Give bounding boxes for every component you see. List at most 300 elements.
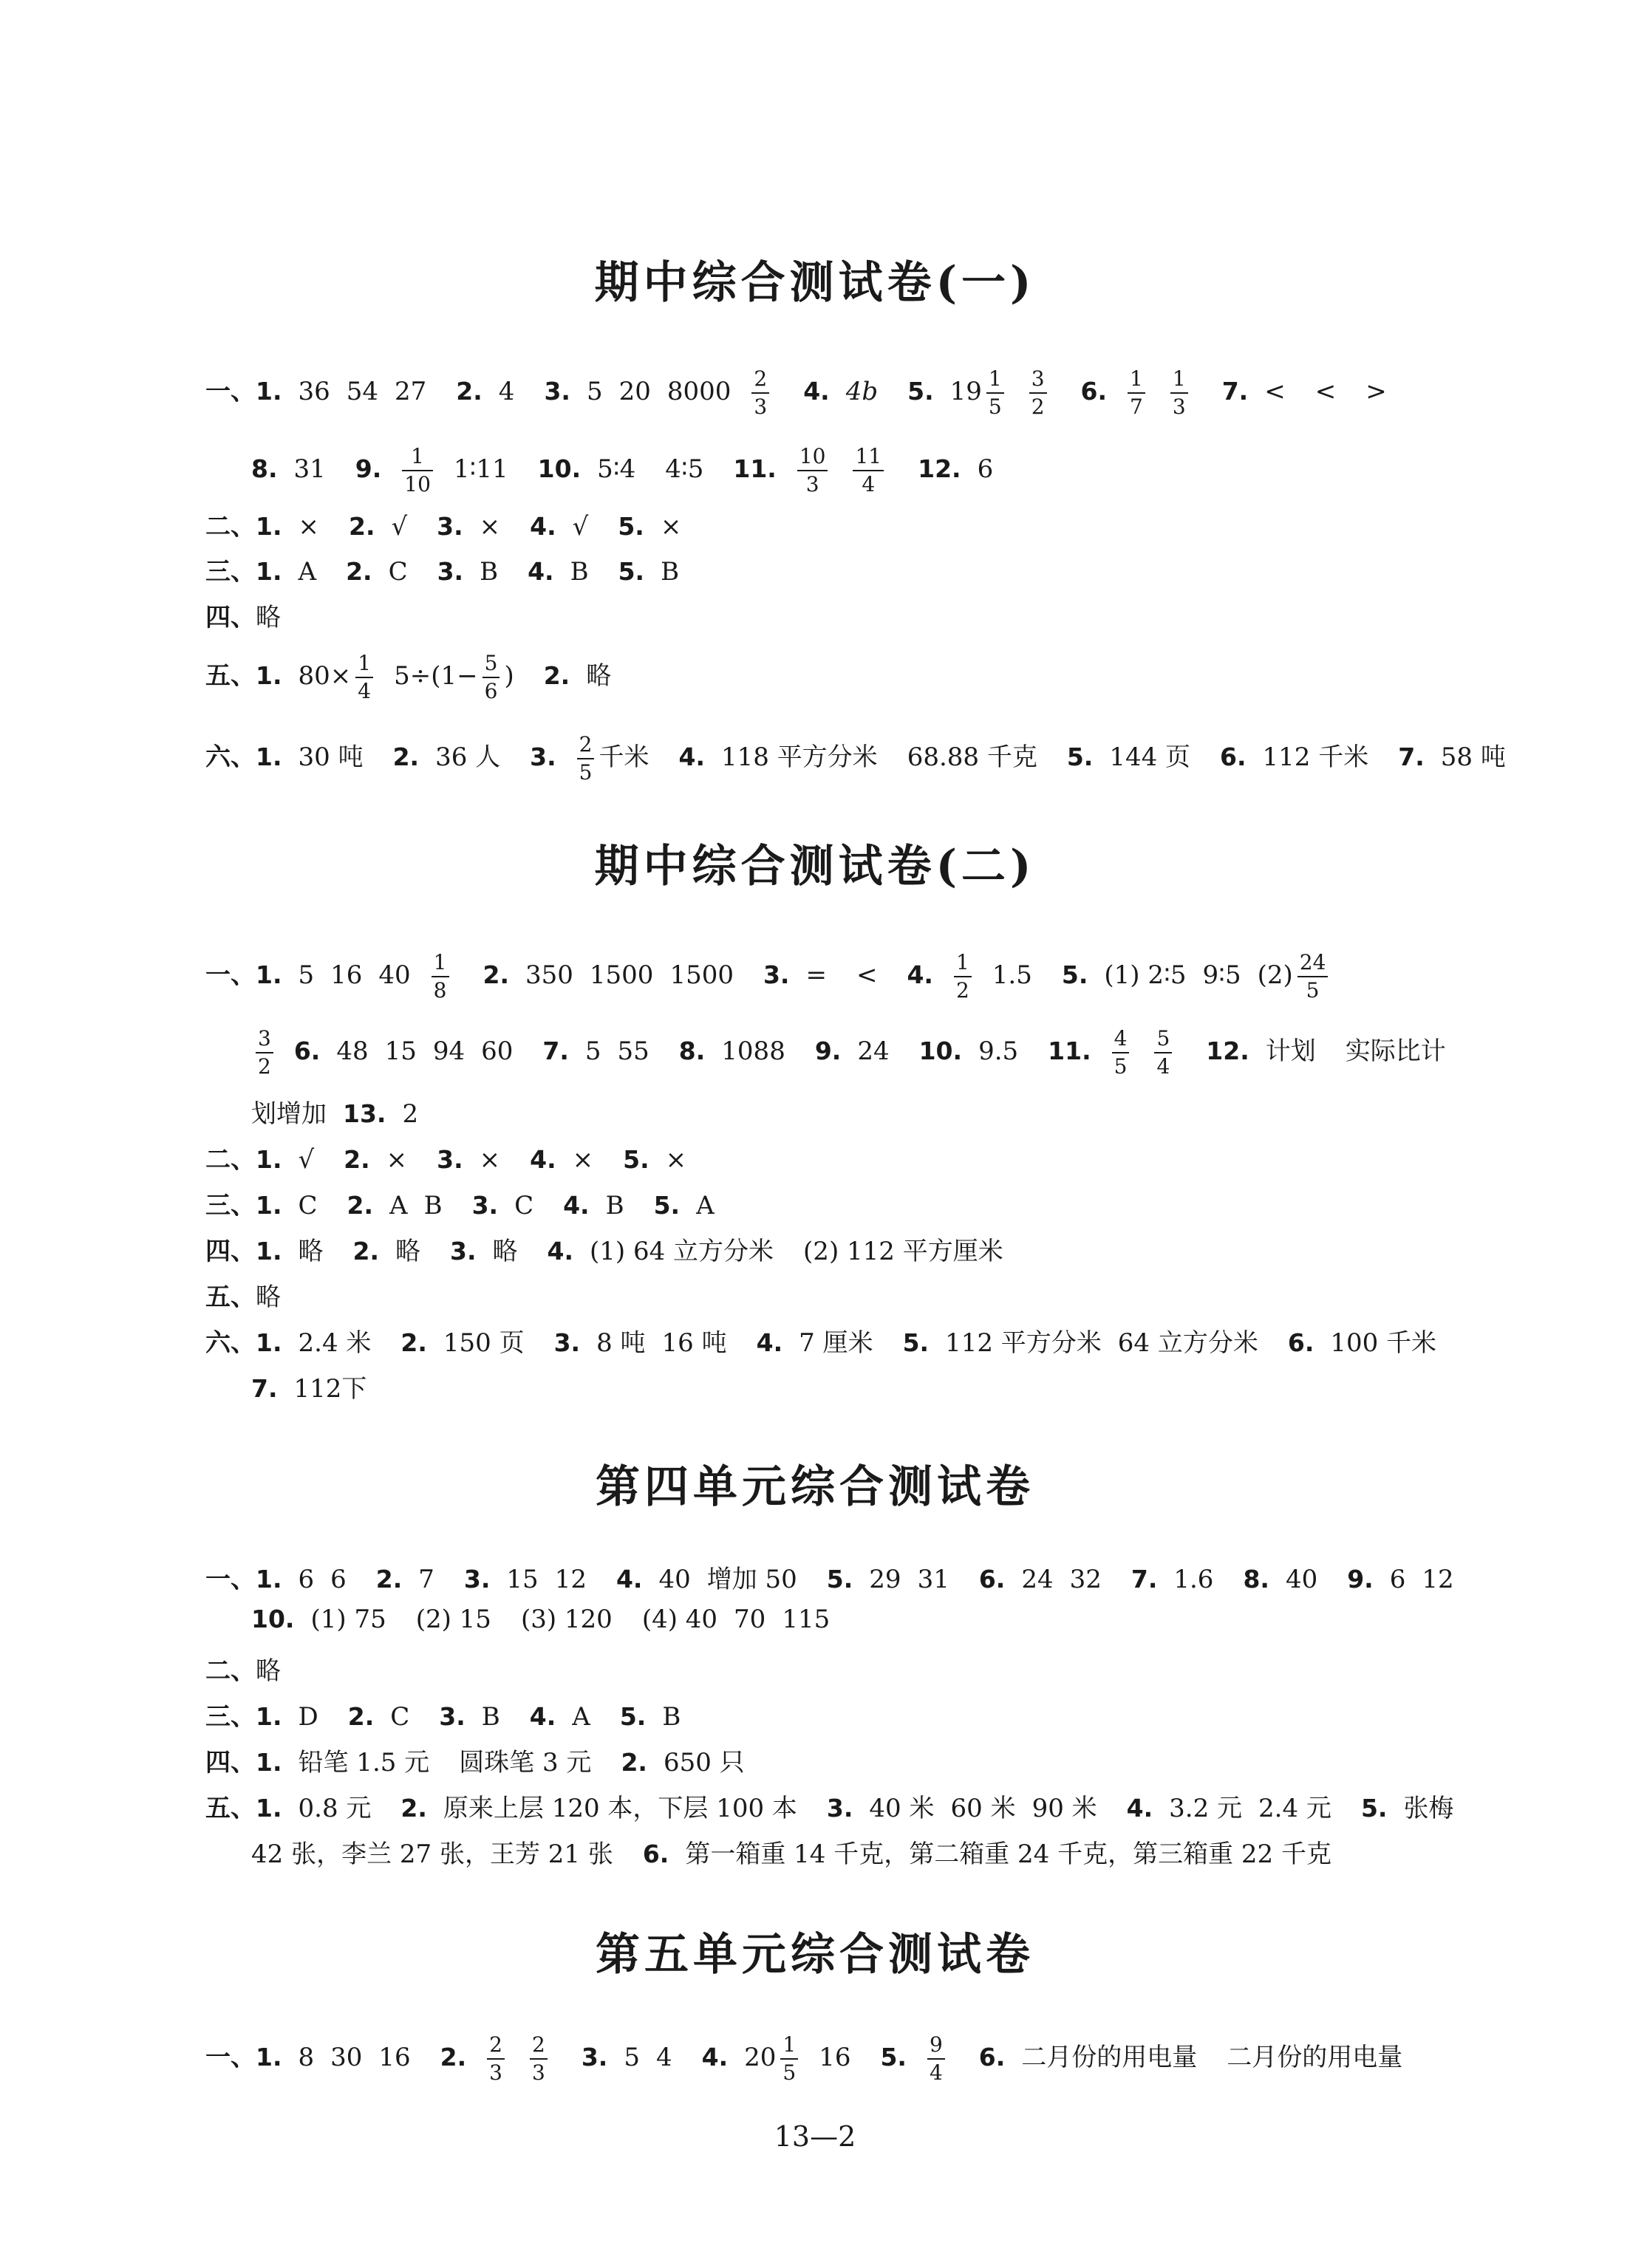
item-number: 4. bbox=[530, 1145, 556, 1174]
fraction: $\frac{10}{3}$ bbox=[797, 443, 828, 498]
answer: 20 bbox=[618, 377, 651, 406]
answer: B bbox=[661, 557, 680, 587]
answer: 实际比计 bbox=[1345, 1036, 1446, 1066]
answer: B bbox=[481, 1702, 500, 1732]
answer-line bbox=[205, 1650, 281, 1687]
item-number: 2. bbox=[344, 1145, 370, 1174]
answer: 40 bbox=[378, 960, 411, 990]
item-number: 2. bbox=[346, 557, 372, 586]
answer: 铅笔 1.5 元 bbox=[298, 1748, 430, 1777]
answer: 9.5 bbox=[978, 1036, 1019, 1066]
answer: 划增加 bbox=[251, 1099, 327, 1129]
answer: 54 bbox=[346, 377, 379, 406]
item-number: 6. bbox=[978, 2043, 1006, 2071]
item-number: 4. bbox=[547, 1237, 573, 1265]
answer: 12 bbox=[554, 1565, 587, 1594]
answer: 8000 bbox=[666, 377, 732, 406]
answer: 650 只 bbox=[663, 1748, 745, 1777]
answer: 27 bbox=[395, 377, 427, 406]
answer: × bbox=[479, 512, 501, 542]
answer-line bbox=[205, 506, 681, 542]
fraction: $\frac{1}{5}$ bbox=[986, 366, 1004, 420]
item-number: 4. bbox=[563, 1191, 590, 1220]
answer-line bbox=[205, 1322, 1436, 1359]
item-number: 6. bbox=[1287, 1328, 1314, 1357]
answer: × bbox=[572, 1145, 594, 1175]
answer: 30 bbox=[330, 2043, 363, 2072]
item-number: 1. bbox=[256, 1702, 282, 1731]
answer: 7 厘米 bbox=[799, 1328, 873, 1358]
answer: 100 千米 bbox=[1330, 1328, 1437, 1358]
item-number: 6. bbox=[1080, 377, 1108, 406]
item-number: 1. bbox=[256, 742, 282, 771]
answer: 16 bbox=[330, 960, 363, 990]
item-number: 8. bbox=[1243, 1565, 1269, 1594]
item-number: 5. bbox=[618, 512, 644, 541]
answer: 144 页 bbox=[1109, 742, 1191, 772]
item-number: 3. bbox=[439, 1702, 466, 1731]
item-number: 4. bbox=[803, 377, 830, 406]
answer: √ bbox=[391, 512, 408, 542]
item-number: 11. bbox=[1048, 1036, 1091, 1065]
item-number: 2. bbox=[482, 960, 509, 989]
answer: 二月份的用电量 bbox=[1021, 2043, 1198, 2072]
answer: 增加 50 bbox=[706, 1565, 797, 1594]
answer-line bbox=[205, 2032, 1402, 2086]
fraction: $\frac{2}{5}$ bbox=[577, 731, 595, 786]
answer-line bbox=[251, 1368, 366, 1404]
item-number: 4. bbox=[907, 960, 933, 989]
section-label: 三、 bbox=[205, 1702, 256, 1732]
answer-line bbox=[205, 1231, 1003, 1267]
answer: 118 平方分米 bbox=[720, 742, 878, 772]
answer: 二月份的用电量 bbox=[1227, 2043, 1403, 2072]
answer: 0.8 元 bbox=[298, 1794, 372, 1823]
answer: 29 bbox=[869, 1565, 901, 1594]
item-number: 4. bbox=[701, 2043, 729, 2071]
answer: 5 bbox=[298, 960, 315, 990]
answer-line bbox=[251, 1605, 830, 1634]
item-number: 5. bbox=[907, 377, 934, 406]
section-label: 二、 bbox=[205, 1656, 256, 1686]
answer: (1) 75 bbox=[310, 1605, 386, 1634]
item-number: 3. bbox=[437, 512, 463, 541]
answer: A bbox=[572, 1702, 590, 1732]
answer: 3.2 元 bbox=[1169, 1794, 1243, 1823]
answer-line bbox=[205, 1185, 715, 1221]
item-number: 11. bbox=[733, 454, 777, 483]
answer: 6 bbox=[330, 1565, 347, 1594]
answer: 6 bbox=[977, 454, 994, 484]
answer-line bbox=[205, 1788, 1453, 1824]
answer: 5÷(1− bbox=[394, 661, 478, 691]
answer: 80× bbox=[298, 661, 352, 691]
item-number: 10. bbox=[251, 1605, 295, 1633]
item-number: 7. bbox=[1398, 742, 1425, 771]
item-number: 5. bbox=[902, 1328, 930, 1357]
fraction: $\frac{2}{3}$ bbox=[751, 366, 769, 420]
item-number: 5. bbox=[1066, 742, 1094, 771]
answer: C bbox=[514, 1191, 534, 1220]
item-number: 2. bbox=[352, 1237, 379, 1265]
answer: 略 bbox=[586, 661, 612, 691]
answer: = bbox=[805, 960, 827, 990]
answer: (1) 64 立方分米 bbox=[590, 1237, 774, 1266]
item-number: 2. bbox=[456, 377, 482, 406]
answer: 1500 bbox=[669, 960, 734, 990]
section-label: 一、 bbox=[205, 960, 256, 990]
answer: (4) 40 bbox=[641, 1605, 718, 1634]
answer: 20 bbox=[744, 2043, 777, 2072]
answer-line bbox=[205, 597, 281, 633]
item-number: 3. bbox=[544, 377, 570, 406]
answer-line bbox=[205, 949, 1332, 1004]
section-label: 二、 bbox=[205, 1145, 256, 1175]
item-number: 13. bbox=[343, 1099, 386, 1128]
answer: 112 平方分米 bbox=[945, 1328, 1102, 1358]
item-number: 6. bbox=[1220, 742, 1247, 771]
item-number: 3. bbox=[463, 1565, 491, 1594]
fraction: $\frac{9}{4}$ bbox=[927, 2032, 945, 2086]
item-number: 10. bbox=[537, 454, 582, 483]
answer: 5 bbox=[624, 2043, 640, 2072]
answer: C bbox=[298, 1191, 318, 1220]
answer: 9∶5 bbox=[1202, 960, 1241, 990]
answer: > bbox=[1365, 377, 1387, 406]
answer: 4∶5 bbox=[665, 454, 704, 484]
answer: 略 bbox=[256, 1282, 281, 1312]
answer: B bbox=[480, 557, 499, 587]
answer: 略 bbox=[492, 1237, 518, 1266]
answer: 58 吨 bbox=[1440, 742, 1506, 772]
answer: 42 张，李兰 27 张，王芳 21 张 bbox=[251, 1840, 613, 1869]
answer: 4 bbox=[498, 377, 515, 406]
answer: √ bbox=[572, 512, 589, 542]
item-number: 5. bbox=[1360, 1794, 1388, 1823]
answer: 36 人 bbox=[435, 742, 501, 772]
answer: < bbox=[1314, 377, 1337, 406]
answer: 48 bbox=[336, 1036, 369, 1066]
item-number: 5. bbox=[880, 2043, 907, 2071]
item-number: 2. bbox=[392, 742, 420, 771]
answer: A bbox=[298, 557, 317, 587]
answer: B bbox=[605, 1191, 624, 1220]
item-number: 3. bbox=[437, 557, 464, 586]
item-number: 6. bbox=[642, 1840, 669, 1868]
answer-line bbox=[251, 1834, 1331, 1870]
answer: √ bbox=[298, 1145, 315, 1175]
fraction: $\frac{3}{2}$ bbox=[1029, 366, 1047, 420]
answer: 12 bbox=[1422, 1565, 1454, 1594]
item-number: 8. bbox=[251, 454, 278, 483]
answer: 1500 bbox=[589, 960, 654, 990]
answer: 8 吨 bbox=[596, 1328, 646, 1358]
item-number: 2. bbox=[347, 1191, 374, 1220]
answer: 7 bbox=[418, 1565, 434, 1594]
answer: 1.5 bbox=[992, 960, 1032, 990]
answer: 24 bbox=[857, 1036, 890, 1066]
fraction: $\frac{5}{6}$ bbox=[482, 650, 500, 705]
answer: 112下 bbox=[293, 1374, 367, 1404]
answer: (1) 2∶5 bbox=[1104, 960, 1187, 990]
answer: 2 bbox=[402, 1099, 419, 1129]
answer: 6 bbox=[298, 1565, 315, 1594]
item-number: 1. bbox=[256, 1145, 282, 1174]
answer: 40 bbox=[658, 1565, 691, 1594]
item-number: 5. bbox=[653, 1191, 681, 1220]
answer: 1.6 bbox=[1173, 1565, 1214, 1594]
item-number: 9. bbox=[814, 1036, 842, 1065]
section-label: 四、 bbox=[205, 1237, 256, 1266]
item-number: 3. bbox=[826, 1794, 853, 1823]
item-number: 2. bbox=[440, 2043, 467, 2071]
answer: 31 bbox=[917, 1565, 949, 1594]
answer: (2) 112 平方厘米 bbox=[803, 1237, 1003, 1266]
fraction: $\frac{1}{4}$ bbox=[355, 650, 373, 705]
item-number: 3. bbox=[437, 1145, 463, 1174]
answer: 6 bbox=[1389, 1565, 1406, 1594]
answer: (2) bbox=[1257, 960, 1293, 990]
item-number: 7. bbox=[542, 1036, 569, 1065]
answer: < bbox=[1264, 377, 1286, 406]
answer-line bbox=[205, 1742, 745, 1778]
item-number: 1. bbox=[256, 557, 282, 586]
answer: 略 bbox=[256, 603, 281, 632]
answer-line bbox=[205, 366, 1387, 420]
answer: 圆珠笔 3 元 bbox=[459, 1748, 592, 1777]
answer: × bbox=[386, 1145, 408, 1175]
section-label: 六、 bbox=[205, 742, 256, 772]
answer: 略 bbox=[256, 1656, 281, 1686]
item-number: 3. bbox=[450, 1237, 477, 1265]
answer: B bbox=[570, 557, 589, 587]
item-number: 3. bbox=[553, 1328, 581, 1357]
answer-line bbox=[205, 551, 679, 587]
item-number: 5. bbox=[618, 557, 645, 586]
section-label: 五、 bbox=[205, 1794, 256, 1823]
item-number: 1. bbox=[256, 2043, 282, 2071]
item-number: 4. bbox=[756, 1328, 783, 1357]
fraction: $\frac{4}{5}$ bbox=[1112, 1025, 1130, 1080]
answer: 64 立方分米 bbox=[1117, 1328, 1258, 1358]
item-number: 7. bbox=[1221, 377, 1249, 406]
fraction: $\frac{1}{10}$ bbox=[402, 443, 433, 498]
answer: 5∶4 bbox=[597, 454, 636, 484]
answer-line bbox=[205, 731, 1506, 786]
item-number: 1. bbox=[256, 1237, 282, 1265]
fraction: $\frac{2}{3}$ bbox=[530, 2032, 548, 2086]
fraction: $\frac{24}{5}$ bbox=[1297, 949, 1329, 1004]
answer: 68.88 千克 bbox=[907, 742, 1037, 772]
answer: 5 bbox=[586, 377, 603, 406]
section-title-unit-5: 第五单元综合测试卷 bbox=[596, 1929, 1034, 1981]
answer: (2) 15 bbox=[415, 1605, 491, 1634]
fraction: $\frac{1}{3}$ bbox=[1170, 366, 1188, 420]
answer: (3) 120 bbox=[520, 1605, 613, 1634]
item-number: 4. bbox=[530, 512, 556, 541]
answer-line bbox=[251, 1093, 418, 1130]
item-number: 5. bbox=[623, 1145, 649, 1174]
answer-line bbox=[251, 443, 993, 498]
answer: × bbox=[665, 1145, 687, 1175]
answer: 90 米 bbox=[1031, 1794, 1097, 1823]
item-number: 1. bbox=[256, 1328, 282, 1357]
answer: × bbox=[298, 512, 319, 542]
item-number: 4. bbox=[615, 1565, 643, 1594]
answer: 94 bbox=[432, 1036, 466, 1066]
answer-line bbox=[205, 1139, 686, 1175]
answer: 16 吨 bbox=[661, 1328, 727, 1358]
answer: 60 bbox=[481, 1036, 514, 1066]
section-label: 四、 bbox=[205, 1748, 256, 1777]
answer: 350 bbox=[525, 960, 573, 990]
fraction: $\frac{1}{2}$ bbox=[954, 949, 972, 1004]
answer: 19 bbox=[949, 377, 982, 406]
answer: 150 页 bbox=[443, 1328, 525, 1358]
fraction: $\frac{1}{7}$ bbox=[1128, 366, 1145, 420]
item-number: 6. bbox=[293, 1036, 321, 1065]
answer: 70 bbox=[734, 1605, 766, 1634]
item-number: 7. bbox=[1131, 1565, 1158, 1594]
answer: 32 bbox=[1069, 1565, 1102, 1594]
item-number: 1. bbox=[256, 1748, 282, 1777]
answer: B bbox=[423, 1191, 443, 1220]
item-number: 2. bbox=[543, 661, 570, 690]
section-label: 一、 bbox=[205, 377, 256, 406]
answer: × bbox=[660, 512, 682, 542]
answer: 1∶11 bbox=[453, 454, 508, 484]
answer: 112 千米 bbox=[1262, 742, 1369, 772]
item-number: 1. bbox=[256, 960, 282, 989]
answer: 16 bbox=[819, 2043, 851, 2072]
answer: 55 bbox=[617, 1036, 649, 1066]
answer: C bbox=[388, 557, 408, 587]
answer-line bbox=[205, 1559, 1454, 1595]
section-label: 三、 bbox=[205, 1191, 256, 1220]
item-number: 12. bbox=[1206, 1036, 1249, 1065]
answer-line bbox=[251, 1025, 1446, 1080]
item-number: 2. bbox=[375, 1565, 403, 1594]
answer: 15 bbox=[384, 1036, 417, 1066]
item-number: 4. bbox=[678, 742, 705, 771]
fraction: $\frac{1}{5}$ bbox=[780, 2032, 798, 2086]
item-number: 3. bbox=[471, 1191, 499, 1220]
answer-line bbox=[205, 1696, 681, 1732]
answer: 40 bbox=[1285, 1565, 1318, 1594]
item-number: 8. bbox=[678, 1036, 706, 1065]
item-number: 10. bbox=[918, 1036, 963, 1065]
answer: 31 bbox=[293, 454, 326, 484]
section-label: 四、 bbox=[205, 603, 256, 632]
item-number: 7. bbox=[251, 1374, 278, 1403]
answer: 24 bbox=[1021, 1565, 1054, 1594]
section-title-midterm-1: 期中综合测试卷(一) bbox=[594, 257, 1036, 309]
item-number: 1. bbox=[256, 1794, 282, 1823]
answer: 第一箱重 14 千克，第二箱重 24 千克，第三箱重 22 千克 bbox=[685, 1840, 1331, 1869]
answer: 略 bbox=[395, 1237, 420, 1266]
answer: D bbox=[298, 1702, 318, 1732]
item-number: 1. bbox=[256, 1191, 282, 1220]
answer: ) bbox=[504, 661, 514, 691]
answer-line bbox=[205, 1277, 281, 1313]
item-number: 3. bbox=[581, 2043, 608, 2071]
answer: < bbox=[856, 960, 878, 990]
answer: 30 吨 bbox=[298, 742, 364, 772]
section-label: 二、 bbox=[205, 512, 256, 542]
answer: A bbox=[389, 1191, 408, 1220]
answer: 2.4 米 bbox=[298, 1328, 372, 1358]
item-number: 9. bbox=[1347, 1565, 1374, 1594]
answer-line bbox=[205, 650, 611, 705]
item-number: 1. bbox=[256, 1565, 282, 1594]
fraction: $\frac{2}{3}$ bbox=[487, 2032, 505, 2086]
answer: 张梅 bbox=[1403, 1794, 1454, 1823]
item-number: 4. bbox=[528, 557, 554, 586]
answer: 计划 bbox=[1265, 1036, 1316, 1066]
answer: 40 米 bbox=[869, 1794, 935, 1823]
item-number: 2. bbox=[347, 1702, 375, 1731]
item-number: 5. bbox=[1061, 960, 1088, 989]
answer: 原来上层 120 本，下层 100 本 bbox=[443, 1794, 797, 1823]
answer: 4 bbox=[655, 2043, 672, 2072]
item-number: 2. bbox=[400, 1328, 427, 1357]
section-title-midterm-2: 期中综合测试卷(二) bbox=[594, 841, 1036, 892]
answer: 4b bbox=[845, 377, 879, 406]
section-label: 五、 bbox=[205, 1282, 256, 1312]
section-label: 六、 bbox=[205, 1328, 256, 1358]
answer: 千米 bbox=[599, 742, 649, 772]
section-label: 一、 bbox=[205, 2043, 256, 2072]
answer: 16 bbox=[378, 2043, 411, 2072]
answer: 5 bbox=[584, 1036, 601, 1066]
item-number: 6. bbox=[978, 1565, 1006, 1594]
answer: 8 bbox=[298, 2043, 315, 2072]
item-number: 4. bbox=[529, 1702, 556, 1731]
answer: 略 bbox=[298, 1237, 324, 1266]
answer: 2.4 元 bbox=[1258, 1794, 1331, 1823]
section-label: 五、 bbox=[205, 661, 256, 691]
item-number: 2. bbox=[400, 1794, 427, 1823]
item-number: 5. bbox=[619, 1702, 647, 1731]
section-label: 三、 bbox=[205, 557, 256, 587]
answer: 1088 bbox=[721, 1036, 785, 1066]
section-title-unit-4: 第四单元综合测试卷 bbox=[596, 1461, 1034, 1513]
answer: 36 bbox=[298, 377, 330, 406]
fraction: $\frac{11}{4}$ bbox=[853, 443, 884, 498]
answer: 60 米 bbox=[950, 1794, 1016, 1823]
answer: B bbox=[662, 1702, 681, 1732]
page-number: 13—2 bbox=[774, 2120, 856, 2153]
answer: 115 bbox=[782, 1605, 831, 1634]
item-number: 1. bbox=[256, 377, 282, 406]
item-number: 1. bbox=[256, 661, 282, 690]
item-number: 9. bbox=[355, 454, 382, 483]
fraction: $\frac{5}{4}$ bbox=[1154, 1025, 1172, 1080]
item-number: 3. bbox=[763, 960, 790, 989]
section-label: 一、 bbox=[205, 1565, 256, 1594]
item-number: 3. bbox=[530, 742, 556, 771]
answer: C bbox=[390, 1702, 410, 1732]
item-number: 4. bbox=[1126, 1794, 1153, 1823]
fraction: $\frac{1}{8}$ bbox=[432, 949, 449, 1004]
item-number: 5. bbox=[826, 1565, 853, 1594]
item-number: 2. bbox=[621, 1748, 647, 1777]
item-number: 12. bbox=[918, 454, 961, 483]
fraction: $\frac{3}{2}$ bbox=[256, 1025, 273, 1080]
answer: A bbox=[696, 1191, 715, 1220]
item-number: 1. bbox=[256, 512, 282, 541]
answer: 15 bbox=[506, 1565, 539, 1594]
